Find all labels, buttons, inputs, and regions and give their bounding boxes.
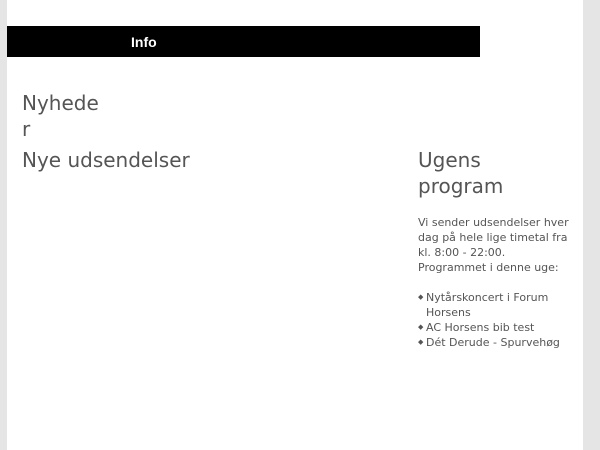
program-description: [418, 215, 578, 275]
diamond-bullet-icon: ◆: [418, 338, 424, 346]
diamond-bullet-icon: ◆: [418, 293, 424, 301]
program-item[interactable]: [418, 335, 578, 350]
weekly-program-sidebar: [418, 147, 578, 350]
program-item[interactable]: [418, 290, 578, 320]
program-item-label: Dét Derude - Spurvehøg: [426, 336, 560, 349]
new-broadcasts-heading: Nye udsendelser: [22, 148, 190, 172]
program-description-line: Vi sender udsendelser hver: [418, 216, 569, 229]
program-description-line: dag på hele lige timetal fra: [418, 231, 568, 244]
program-description-line: Programmet i denne uge:: [418, 261, 559, 274]
weekly-program-heading: Ugens program: [418, 148, 504, 198]
program-description-line: kl. 8:00 - 22:00.: [418, 246, 506, 259]
program-item[interactable]: [418, 320, 578, 335]
diamond-bullet-icon: ◆: [418, 323, 424, 331]
nav-item-info[interactable]: Info: [131, 34, 157, 50]
program-item-label: AC Horsens bib test: [426, 321, 535, 334]
program-item-label: Nytårskoncert i Forum Horsens: [426, 291, 549, 319]
program-list: [418, 290, 578, 350]
news-heading: Nyheder: [22, 91, 99, 141]
top-navbar: [7, 26, 480, 57]
page-container: [7, 0, 583, 450]
